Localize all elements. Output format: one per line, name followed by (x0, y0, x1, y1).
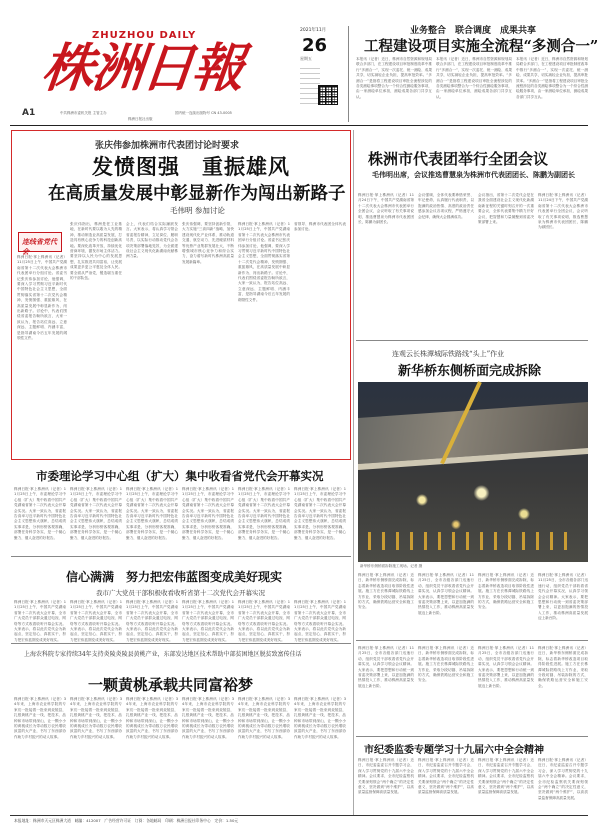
bottom-story-kicker: 上海农科院专家持续34年支持炎陵炎陵县黄桃产业，东部发达地区技术帮助中部贫困地区脱贫致富传佳话 (24, 651, 302, 658)
second-story-subhead: 我市广大党员干部积极收看收听省第十二次党代会开幕实况 (96, 589, 265, 597)
date-line: 2021年11月 (300, 28, 327, 33)
bridge-photo (358, 382, 588, 562)
masthead-pinyin: ZHUZHOU DAILY (92, 30, 197, 41)
photo-story-col-1: 株洲日报·掌上株洲讯（记者）近日，新华桥东侧桥面完成拆除，标志着新华桥改造项目取得阶段性进展。施工方在长株潭城际铁路线上方作业，采取分段切割、吊装拆除的方式，确保铁路运营安全和施工安全。 (358, 573, 414, 610)
right-story-subhead: 毛伟明出席，会议推选曹慧泉为株洲市代表团团长、陈鹏为副团长 (372, 170, 575, 179)
lead-headline-2: 在高质量发展中彰显新作为闯出新路子 (48, 184, 346, 204)
bottom-right-col-1: 株洲日报·掌上株洲讯（记者）近日，市纪委监委召开专题学习会，深入学习贯彻党的十九届六中全会精神。会议要求，全市纪检监察机关要深刻领会“两个确立”的决定性意义，坚决做到“两个维护”，以高质量监督保障高质量发展。 (358, 758, 414, 795)
right-story-headline: 株洲市代表团举行全团会议 (368, 150, 549, 168)
bottom-col-6: 株洲日报·掌上株洲讯（记者）34年来，上海市农业科学院的专家们一批接着一批来到炎陵县，扎根黄桃产业一线，把技术、品种和市场带到深山，让一颗小小的黄桃成长为带动数万农民增收致富的大产业，书写了东西部协作助力乡村振兴的动人故事。 (294, 697, 346, 739)
right-story-col-4: 株洲日报·掌上株洲讯（记者）11月24日下午，中国共产党湖南省第十二次代表大会株洲市代表团举行全团会议，会议听取了有关事项说明，推选曹慧泉为株洲市代表团团长，陈鹏为副团长。 (538, 193, 588, 230)
bottom-right-rule (356, 640, 588, 641)
top-right-body-b: 本报讯（记者）近日，株洲市自然资源和规划局联合多部门，在工程建设项目审批制度改革中推行“多测合一”，实现一次委托、统一测绘、成果共享，切实减轻企业负担，提高审批效率。“多测合一”是指将工程建设项目审批全流程涉及的各类测绘事项整合为一个综合性测绘服务事项，由一家测绘单位承担，测绘成果各部门共享互认。 (436, 57, 512, 99)
masthead-divider (348, 26, 349, 122)
photo-story-col-2: 株洲日报·掌上株洲讯（记者）11月25日，全市各级各部门迅速行动，组织党员干部收看省党代会开幕实况，认真学习领会会议精神。大家表示，要把思想和行动统一到省委决策部署上来，以更加饱满的热情投入工作，推动株洲高质量发展迈上新台阶。 (418, 573, 474, 615)
bottom-right-rule-2 (356, 736, 588, 737)
right-story-col-1: 株洲日报·掌上株洲讯（记者）11月24日下午，中国共产党湖南省第十二次代表大会株洲市代表团举行全团会议，会议听取了有关事项说明，推选曹慧泉为株洲市代表团团长，陈鹏为副团长。 (358, 193, 414, 225)
lead-col-5: 省领导、株洲市代表团全体代表参加讨论。 (294, 222, 346, 232)
bottom-col-3: 株洲日报·掌上株洲讯（记者）34年来，上海市农业科学院的专家们一批接着一批来到炎陵县，扎根黄桃产业一线，把技术、品种和市场带到深山，让一颗小小的黄桃成长为带动数万农民增收致富的大产业，书写了东西部协作助力乡村振兴的动人故事。 (126, 697, 178, 739)
mid-story-headline: 市委理论学习中心组（扩大）集中收看省党代会开幕实况 (36, 469, 324, 483)
mid-col-5: 株洲日报·掌上株洲讯（记者）11月25日上午，市委理论学习中心组（扩大）集中收看中国共产党湖南省第十二次代表大会开幕会实况。大家一致认为，省委报告高举习近平新时代中国特色社会主义思想伟大旗帜，总结成绩实事求是，分析形势客观准确，部署任务科学务实，是一个凝心聚力、催人奋进的好报告。 (238, 487, 290, 540)
right-story-col-2: 会议强调，全体代表要珍惜荣誉、牢记使命，认真履行代表职责，以饱满的政治热情、高度的政治责任感参加会议各项议程，严格遵守大会纪律，确保大会圆满成功。 (418, 193, 474, 219)
second-col-1: 株洲日报·掌上株洲讯（记者）11月25日上午，中国共产党湖南省第十二次代表大会开幕，全市广大党员干部群众通过电视、网络等方式收看收听开幕会实况。大家表示，将以此次党代会为新起点，坚定信心、真抓实干，努力把宏伟蓝图变成美好现实。 (14, 600, 66, 642)
workers-row (368, 532, 578, 550)
mid-col-1: 株洲日报·掌上株洲讯（记者）11月25日上午，市委理论学习中心组（扩大）集中收看中国共产党湖南省第十二次代表大会开幕会实况。大家一致认为，省委报告高举习近平新时代中国特色社会主义思想伟大旗帜，总结成绩实事求是，分析形势客观准确，部署任务科学务实，是一个凝心聚力、催人奋进的好报告。 (14, 487, 66, 540)
top-right-headline: 工程建设项目实施全流程“多测合一” (364, 38, 598, 55)
mid-col-2: 株洲日报·掌上株洲讯（记者）11月25日上午，市委理论学习中心组（扩大）集中收看中国共产党湖南省第十二次代表大会开幕会实况。大家一致认为，省委报告高举习近平新时代中国特色社会主义思想伟大旗帜，总结成绩实事求是，分析形势客观准确，部署任务科学务实，是一个凝心聚力、催人奋进的好报告。 (70, 487, 122, 540)
lead-byline: 毛伟明 参加讨论 (170, 206, 225, 215)
bottom-col-5: 株洲日报·掌上株洲讯（记者）34年来，上海市农业科学院的专家们一批接着一批来到炎陵县，扎根黄桃产业一线，把技术、品种和市场带到深山，让一颗小小的黄桃成长为带动数万农民增收致富的大产业，书写了东西部协作助力乡村振兴的动人故事。 (238, 697, 290, 739)
footer-rule (10, 815, 588, 816)
bottom-right-col-3: 株洲日报·掌上株洲讯（记者）近日，市纪委监委召开专题学习会，深入学习贯彻党的十九届六中全会精神。会议要求，全市纪检监察机关要深刻领会“两个确立”的决定性意义，坚决做到“两个维护”，以高质量监督保障高质量发展。 (478, 758, 534, 795)
center-column-rule (353, 130, 354, 815)
photo-story-col-4: 株洲日报·掌上株洲讯（记者）11月25日，全市各级各部门迅速行动，组织党员干部收看省党代会开幕实况，认真学习领会会议精神。大家表示，要把思想和行动统一到省委决策部署上来，以更加饱满的热情投入工作，推动株洲高质量发展迈上新台阶。 (538, 573, 588, 621)
lead-badge (18, 232, 62, 256)
lead-badge-label: 连线省党代会 (22, 238, 57, 256)
top-right-kicker: 业务整合 联合调度 成果共享 (410, 26, 537, 36)
lead-col-2: 会上，代表们结合实际踊跃发言。大家表示，将认真学习领会省委报告精神，立足岗位、履职尽责，以实际行动推动党代会各项决策部署落地见效，为全面建设社会主义现代化新湖南贡献株洲力量。 (126, 222, 178, 259)
second-col-5: 株洲日报·掌上株洲讯（记者）11月25日上午，中国共产党湖南省第十二次代表大会开幕，全市广大党员干部群众通过电视、网络等方式收看收听开幕会实况。大家表示，将以此次党代会为新起点，坚定信心、真抓实干，努力把宏伟蓝图变成美好现实。 (238, 600, 290, 642)
bottom-right-col-2: 株洲日报·掌上株洲讯（记者）近日，市纪委监委召开专题学习会，深入学习贯彻党的十九届六中全会精神。会议要求，全市纪检监察机关要深刻领会“两个确立”的决定性意义，坚决做到“两个维护”，以高质量监督保障高质量发展。 (418, 758, 474, 795)
date-filler (300, 64, 320, 104)
qr-code (318, 85, 338, 105)
edition-code: A1 (22, 108, 36, 118)
masthead-title: 株洲日報 (38, 38, 246, 99)
second-col-6: 株洲日报·掌上株洲讯（记者）11月25日上午，中国共产党湖南省第十二次代表大会开幕，全市广大党员干部群众通过电视、网络等方式收看收听开幕会实况。大家表示，将以此次党代会为新起点，坚定信心、真抓实干，努力把宏伟蓝图变成美好现实。 (294, 600, 346, 642)
mid-col-4: 株洲日报·掌上株洲讯（记者）11月25日上午，市委理论学习中心组（扩大）集中收看中国共产党湖南省第十二次代表大会开幕会实况。大家一致认为，省委报告高举习近平新时代中国特色社会主义思想伟大旗帜，总结成绩实事求是，分析形势客观准确，部署任务科学务实，是一个凝心聚力、催人奋进的好报告。 (182, 487, 234, 540)
top-right-body-c: 本报讯（记者）近日，株洲市自然资源和规划局联合多部门，在工程建设项目审批制度改革中推行“多测合一”，实现一次委托、统一测绘、成果共享，切实减轻企业负担，提高审批效率。“多测合一”是指将工程建设项目审批全流程涉及的各类测绘事项整合为一个综合性测绘服务事项，由一家测绘单位承担，测绘成果各部门共享互认。 (516, 57, 589, 99)
masthead-rule (10, 125, 588, 126)
bottom-story-headline: 一颗黄桃承载共同富裕梦 (88, 676, 254, 694)
second-col-4: 株洲日报·掌上株洲讯（记者）11月25日上午，中国共产党湖南省第十二次代表大会开幕，全市广大党员干部群众通过电视、网络等方式收看收听开幕会实况。大家表示，将以此次党代会为新起点，坚定信心、真抓实干，努力把宏伟蓝图变成美好现实。 (182, 600, 234, 642)
lead-col-3: 张庆伟强调，要坚持创新引领，大力实施“三高四新”战略，加快建设现代化产业体系，推动轨道交通、航空动力、先进硬质材料等优势产业集群发展壮大，不断增强城市核心竞争力和综合实力，奋力谱写新时代株洲高质量发展新篇章。 (182, 222, 234, 264)
mid-col-6: 株洲日报·掌上株洲讯（记者）11月25日上午，市委理论学习中心组（扩大）集中收看中国共产党湖南省第十二次代表大会开幕会实况。大家一致认为，省委报告高举习近平新时代中国特色社会主义思想伟大旗帜，总结成绩实事求是，分析形势客观准确，部署任务科学务实，是一个凝心聚力、催人奋进的好报告。 (294, 487, 346, 540)
lead-kicker: 张庆伟参加株洲市代表团讨论时要求 (95, 141, 240, 151)
date-day: 26 (302, 35, 328, 56)
bottom-col-1: 株洲日报·掌上株洲讯（记者）34年来，上海市农业科学院的专家们一批接着一批来到炎陵县，扎根黄桃产业一线，把技术、品种和市场带到深山，让一颗小小的黄桃成长为带动数万农民增收致富的大产业，书写了东西部协作助力乡村振兴的动人故事。 (14, 697, 66, 739)
masthead-info-center: 国内统一连续出版物号 CN 43-0005 (175, 111, 232, 115)
right-story-rule (356, 340, 588, 341)
bottom-right-col-4: 株洲日报·掌上株洲讯（记者）近日，市纪委监委召开专题学习会，深入学习贯彻党的十九届六中全会精神。会议要求，全市纪检监察机关要深刻领会“两个确立”的决定性意义，坚决做到“两个维护”，以高质量监督保障高质量发展。 (538, 758, 588, 800)
lead-col-1a: 株洲日报·掌上株洲讯（记者）11月25日上午，中国共产党湖南省第十二次代表大会株洲市代表团举行分组讨论。省委书记张庆伟参加讨论，他强调，要深入学习贯彻习近平新时代中国特色社会主义思想，全面贯彻落实省第十二次党代会精神，发愤图强、重振雄风，在高质量发展中彰显新作为、闯出新路子。讨论中，代表们围绕省委报告畅所欲言，大家一致认为，报告站位高远、立意深远、主题鲜明、内涵丰富，是指导湖南今后五年发展的纲领性文件。 (17, 255, 67, 341)
right-lower-col-1: 株洲日报·掌上株洲讯（记者）11月25日，全市各级各部门迅速行动，组织党员干部收看省党代会开幕实况，认真学习领会会议精神。大家表示，要把思想和行动统一到省委决策部署上来，以更加饱满的热情投入工作，推动株洲高质量发展迈上新台阶。 (358, 646, 414, 688)
photo-story-kicker: 连观云长株潭城际铁路线“头上”作业 (392, 350, 505, 358)
lead-headline-1: 发愤图强 重振雄风 (92, 155, 290, 179)
right-lower-col-2: 株洲日报·掌上株洲讯（记者）近日，新华桥东侧桥面完成拆除，标志着新华桥改造项目取得阶段性进展。施工方在长株潭城际铁路线上方作业，采取分段切割、吊装拆除的方式，确保铁路运营安全和施工安全。 (418, 646, 474, 683)
masthead-info-bottom: 株洲日报社出版 (128, 117, 153, 121)
second-story-headline: 信心满满 努力把宏伟蓝图变成美好现实 (66, 570, 283, 584)
right-lower-col-4: 株洲日报·掌上株洲讯（记者）近日，新华桥东侧桥面完成拆除，标志着新华桥改造项目取得阶段性进展。施工方在长株潭城际铁路线上方作业，采取分段切割、吊装拆除的方式，确保铁路运营安全和施工安全。 (538, 646, 588, 688)
photo-story-headline: 新华桥东侧桥面完成拆除 (398, 364, 542, 379)
mid-story-rule (11, 556, 351, 557)
lead-col-1b: 张庆伟指出，株洲是老工业基地，在新时代要以敢为人先的精神，推动制造业高质量发展，打造具有核心竞争力的科技创新高地。要深化改革开放，持续优化营商环境，激发市场主体活力。要坚持以人民为中心的发展思想，扎实推进共同富裕，让发展成果更多更公平惠及全体人民。要全面从严治党，锻造堪当重任的干部队伍。 (70, 222, 122, 281)
bottom-right-headline: 市纪委监委专题学习十九届六中全会精神 (364, 745, 544, 756)
photo-caption: 新华桥东侧桥面拆除施工现场。记者 摄 (360, 564, 423, 568)
second-story-rule (11, 643, 351, 644)
right-story-col-3: 会议指出，省第十二次党代会是在我省全面建设社会主义现代化新湖南新征程的关键时刻召开的一次重要会议，全体代表要集中精力开好会议，把智慧和力量凝聚到省委决策部署上来。 (478, 193, 534, 225)
photo-story-col-3: 株洲日报·掌上株洲讯（记者）近日，新华桥东侧桥面完成拆除，标志着新华桥改造项目取得阶段性进展。施工方在长株潭城际铁路线上方作业，采取分段切割、吊装拆除的方式，确保铁路运营安全和施工安全。 (478, 573, 534, 610)
second-col-3: 株洲日报·掌上株洲讯（记者）11月25日上午，中国共产党湖南省第十二次代表大会开幕，全市广大党员干部群众通过电视、网络等方式收看收听开幕会实况。大家表示，将以此次党代会为新起点，坚定信心、真抓实干，努力把宏伟蓝图变成美好现实。 (126, 600, 178, 642)
footer-text: 本报地址：株洲市天元区株洲大道 邮编：412007 广告经营许可证 订阅：各地邮局 印刷：株洲日报社印务中心 定价：1.50元 (14, 818, 239, 823)
top-right-body-a: 本报讯（记者）近日，株洲市自然资源和规划局联合多部门，在工程建设项目审批制度改革中推行“多测合一”，实现一次委托、统一测绘、成果共享，切实减轻企业负担，提高审批效率。“多测合一”是指将工程建设项目审批全流程涉及的各类测绘事项整合为一个综合性测绘服务事项，由一家测绘单位承担，测绘成果各部门共享互认。 (356, 57, 432, 99)
date-weekday: 星期五 (300, 56, 312, 61)
lead-col-4: 株洲日报·掌上株洲讯（记者）11月25日上午，中国共产党湖南省第十二次代表大会株洲市代表团举行分组讨论。省委书记张庆伟参加讨论，他强调，要深入学习贯彻习近平新时代中国特色社会主义思想，全面贯彻落实省第十二次党代会精神，发愤图强、重振雄风，在高质量发展中彰显新作为、闯出新路子。讨论中，代表们围绕省委报告畅所欲言，大家一致认为，报告站位高远、立意深远、主题鲜明、内涵丰富，是指导湖南今后五年发展的纲领性文件。 (238, 222, 290, 302)
masthead-info-left: 中共株洲市委机关报 主管主办 (60, 111, 107, 115)
right-lower-col-3: 株洲日报·掌上株洲讯（记者）11月25日，全市各级各部门迅速行动，组织党员干部收看省党代会开幕实况，认真学习领会会议精神。大家表示，要把思想和行动统一到省委决策部署上来，以更加饱满的热情投入工作，推动株洲高质量发展迈上新台阶。 (478, 646, 534, 688)
mid-col-3: 株洲日报·掌上株洲讯（记者）11月25日上午，市委理论学习中心组（扩大）集中收看中国共产党湖南省第十二次代表大会开幕会实况。大家一致认为，省委报告高举习近平新时代中国特色社会主义思想伟大旗帜，总结成绩实事求是，分析形势客观准确，部署任务科学务实，是一个凝心聚力、催人奋进的好报告。 (126, 487, 178, 540)
bottom-col-4: 株洲日报·掌上株洲讯（记者）34年来，上海市农业科学院的专家们一批接着一批来到炎陵县，扎根黄桃产业一线，把技术、品种和市场带到深山，让一颗小小的黄桃成长为带动数万农民增收致富的大产业，书写了东西部协作助力乡村振兴的动人故事。 (182, 697, 234, 739)
second-col-2: 株洲日报·掌上株洲讯（记者）11月25日上午，中国共产党湖南省第十二次代表大会开幕，全市广大党员干部群众通过电视、网络等方式收看收听开幕会实况。大家表示，将以此次党代会为新起点，坚定信心、真抓实干，努力把宏伟蓝图变成美好现实。 (70, 600, 122, 642)
bottom-col-2: 株洲日报·掌上株洲讯（记者）34年来，上海市农业科学院的专家们一批接着一批来到炎陵县，扎根黄桃产业一线，把技术、品种和市场带到深山，让一颗小小的黄桃成长为带动数万农民增收致富的大产业，书写了东西部协作助力乡村振兴的动人故事。 (70, 697, 122, 739)
